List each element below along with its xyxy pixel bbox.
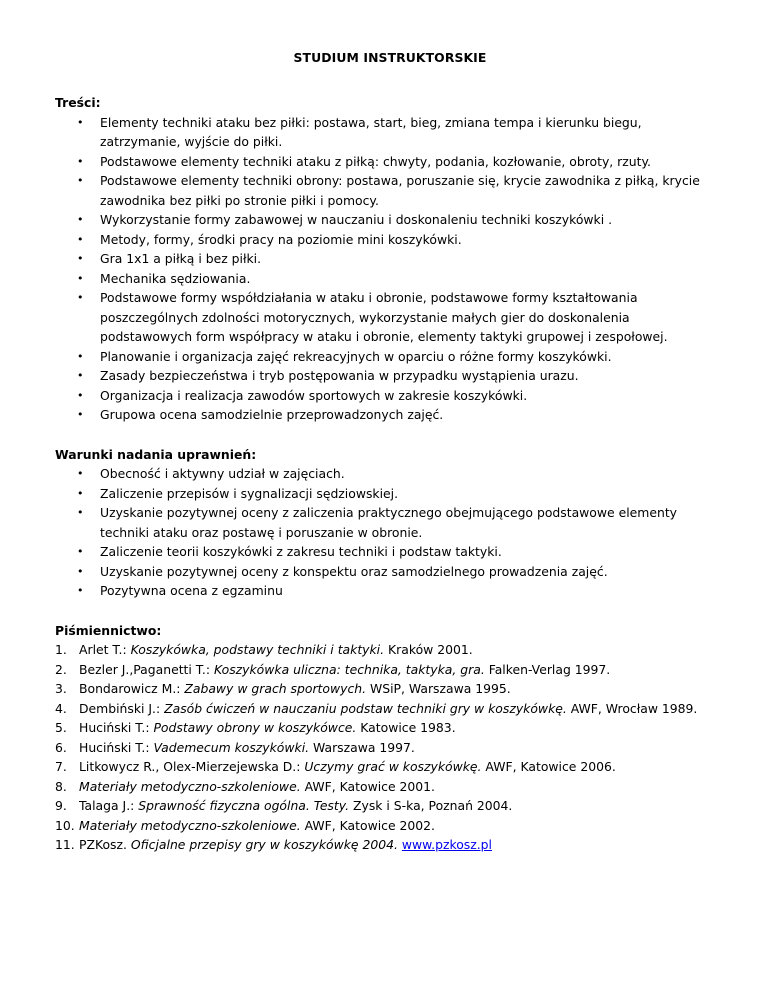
reference-title: Oficjalne przepisy gry w koszykówkę 2004. (130, 837, 398, 852)
reference-publisher: Zysk i S-ka, Poznań 2004. (349, 798, 513, 813)
reference-author: Bondarowicz M.: (79, 681, 185, 696)
bullet-icon: • (77, 291, 84, 304)
reference-publisher: Kraków 2001. (384, 642, 473, 657)
tresci-item (55, 230, 725, 250)
bullet-icon: • (77, 213, 84, 226)
tresci-item-text: Zasady bezpieczeństwa i tryb postępowania w przypadku wystąpienia urazu. (100, 368, 579, 383)
reference-number: 5. (55, 720, 67, 735)
warunki-item (55, 581, 725, 601)
reference-publisher: AWF, Katowice 2006. (481, 759, 616, 774)
reference-item (55, 660, 725, 680)
warunki-item (55, 464, 725, 484)
reference-item (55, 738, 725, 758)
reference-publisher: Katowice 1983. (356, 720, 456, 735)
section-pismiennictwo (55, 621, 725, 855)
bullet-icon: • (77, 349, 84, 363)
tresci-item (55, 113, 725, 152)
tresci-item (55, 269, 725, 289)
bullet-icon: • (77, 369, 84, 382)
tresci-item-text: Elementy techniki ataku bez piłki: postawa, start, bieg, zmiana tempa i kierunku biegu, zatrzymanie, wyjście do piłki. (100, 114, 642, 149)
reference-author: Dembiński J.: (79, 700, 165, 716)
section-warunki (55, 445, 725, 601)
reference-number: 9. (55, 798, 67, 813)
tresci-item-text: Wykorzystanie formy zabawowej w nauczaniu i doskonaleniu techniki koszykówki . (100, 212, 613, 227)
reference-title: Zabawy w grach sportowych. (184, 681, 367, 696)
document-page (55, 50, 725, 875)
references-list (55, 640, 725, 855)
reference-number: 3. (55, 681, 67, 696)
warunki-list (55, 464, 725, 601)
reference-title: Podstawy obrony w koszykówce. (153, 720, 357, 735)
section-tresci (55, 93, 725, 425)
reference-item (55, 679, 725, 699)
warunki-item-text: Pozytywna ocena z egzaminu (100, 583, 283, 598)
reference-publisher: Falken-Verlag 1997. (484, 661, 611, 677)
reference-number: 2. (55, 661, 67, 677)
bullet-icon: • (77, 115, 84, 129)
tresci-item-text: Grupowa ocena samodzielnie przeprowadzonych zajęć. (100, 407, 444, 422)
reference-number: 1. (55, 642, 67, 657)
tresci-item (55, 366, 725, 386)
bullet-icon: • (77, 506, 84, 519)
warunki-item (55, 562, 725, 582)
bullet-icon: • (77, 564, 84, 578)
reference-publisher: WSiP, Warszawa 1995. (366, 681, 511, 696)
tresci-item (55, 249, 725, 269)
bullet-icon: • (77, 154, 84, 168)
warunki-item-text: Zaliczenie teorii koszykówki z zakresu techniki i podstaw taktyki. (100, 544, 502, 559)
reference-number: 10. (55, 817, 75, 833)
warunki-item (55, 484, 725, 504)
bullet-icon: • (77, 232, 84, 246)
warunki-item (55, 542, 725, 562)
reference-number: 8. (55, 778, 67, 794)
reference-item (55, 816, 725, 836)
section-heading-tresci: Treści: (55, 95, 101, 110)
document-title: STUDIUM INSTRUKTORSKIE (293, 50, 487, 65)
bullet-icon: • (77, 271, 84, 285)
reference-title: Koszykówka, podstawy techniki i taktyki. (130, 642, 385, 657)
tresci-item (55, 210, 725, 230)
tresci-item-text: Planowanie i organizacja zajęć rekreacyjnych w oparciu o różne formy koszykówki. (100, 348, 612, 364)
reference-publisher: AWF, Katowice 2001. (300, 778, 435, 794)
tresci-item (55, 405, 725, 425)
reference-author: Litkowycz R., Olex-Mierzejewska D.: (79, 759, 305, 774)
bullet-icon: • (77, 408, 84, 421)
tresci-item (55, 386, 725, 406)
section-heading-pismiennictwo: Piśmiennictwo: (55, 622, 162, 638)
bullet-icon: • (77, 467, 84, 480)
bullet-icon: • (77, 388, 84, 402)
warunki-item-text: Uzyskanie pozytywnej oceny z zaliczenia praktycznego obejmującego podstawowe elementy techniki ataku oraz postawę i poruszanie w obronie. (100, 505, 678, 540)
reference-title: Sprawność fizyczna ogólna. Testy. (138, 798, 350, 813)
reference-item (55, 796, 725, 816)
reference-number: 7. (55, 759, 67, 774)
tresci-item-text: Gra 1x1 a piłką i bez piłki. (100, 251, 262, 266)
reference-title: Vademecum koszykówki. (153, 739, 310, 755)
warunki-item (55, 503, 725, 542)
reference-author: Talaga J.: (79, 798, 139, 813)
reference-item (55, 718, 725, 738)
reference-number: 11. (55, 837, 75, 852)
bullet-icon: • (77, 545, 84, 558)
reference-link[interactable]: www.pzkosz.pl (401, 837, 492, 852)
section-heading-warunki: Warunki nadania uprawnień: (55, 446, 257, 462)
tresci-list (55, 113, 725, 425)
reference-number: 6. (55, 739, 67, 755)
reference-title: Materiały metodyczno-szkoleniowe. (79, 817, 301, 833)
reference-publisher: Warszawa 1997. (309, 739, 415, 755)
tresci-item (55, 171, 725, 210)
tresci-item (55, 288, 725, 347)
bullet-icon: • (77, 486, 84, 500)
reference-item (55, 699, 725, 719)
reference-author: Arlet T.: (79, 642, 131, 657)
warunki-item-text: Zaliczenie przepisów i sygnalizacji sędziowskiej. (100, 485, 399, 501)
reference-title: Koszykówka uliczna: technika, taktyka, gra. (213, 661, 485, 677)
reference-author: Huciński T.: (79, 720, 154, 735)
reference-publisher: AWF, Katowice 2002. (300, 817, 435, 833)
bullet-icon: • (77, 584, 84, 597)
tresci-item-text: Metody, formy, środki pracy na poziomie mini koszykówki. (100, 231, 462, 247)
reference-publisher: AWF, Wrocław 1989. (566, 700, 698, 716)
tresci-item-text: Podstawowe elementy techniki ataku z piłką: chwyty, podania, kozłowanie, obroty, rzuty. (100, 153, 651, 169)
reference-item (55, 640, 725, 660)
tresci-item (55, 152, 725, 172)
reference-author: Huciński T.: (79, 739, 154, 755)
warunki-item-text: Obecność i aktywny udział w zajęciach. (100, 466, 345, 481)
reference-item (55, 757, 725, 777)
reference-title: Zasób ćwiczeń w nauczaniu podstaw techniki gry w koszykówkę. (164, 700, 567, 716)
reference-item (55, 835, 725, 855)
reference-title: Uczymy grać w koszykówkę. (304, 759, 482, 774)
reference-title: Materiały metodyczno-szkoleniowe. (79, 778, 301, 794)
reference-number: 4. (55, 700, 67, 716)
reference-author: PZKosz. (79, 837, 131, 852)
reference-item (55, 777, 725, 797)
tresci-item-text: Mechanika sędziowania. (100, 270, 251, 286)
bullet-icon: • (77, 252, 84, 265)
tresci-item-text: Organizacja i realizacja zawodów sportowych w zakresie koszykówki. (100, 387, 528, 403)
tresci-item (55, 347, 725, 367)
warunki-item-text: Uzyskanie pozytywnej oceny z konspektu oraz samodzielnego prowadzenia zajęć. (100, 563, 608, 579)
reference-author: Bezler J.,Paganetti T.: (79, 661, 214, 677)
tresci-item-text: Podstawowe formy współdziałania w ataku i obronie, podstawowe formy kształtowania poszczególnych zdolności motorycznych, wykorzystanie małych gier do doskonalenia podstawowych form współpracy w ataku i obronie, elementy taktyki grupowej i zespołowej. (100, 290, 668, 344)
bullet-icon: • (77, 174, 84, 187)
tresci-item-text: Podstawowe elementy techniki obrony: postawa, poruszanie się, krycie zawodnika z piłką, krycie zawodnika bez piłki po stronie piłki i pomocy. (100, 173, 700, 208)
